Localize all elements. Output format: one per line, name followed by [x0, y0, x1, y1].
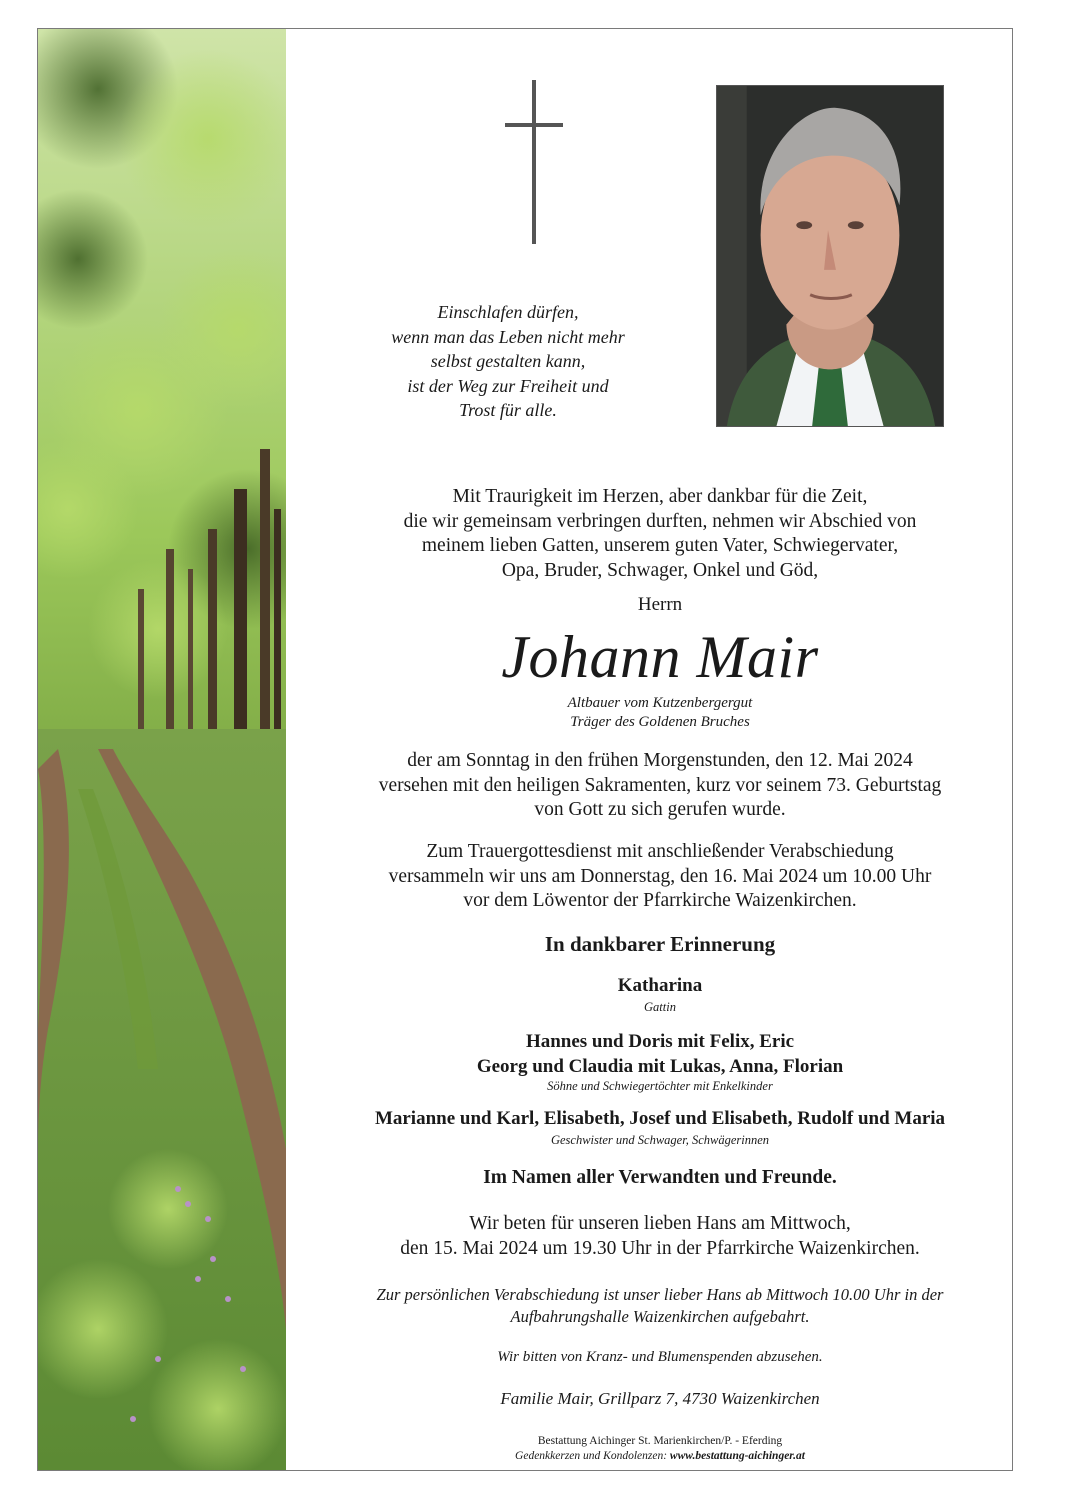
intro-line: Mit Traurigkeit im Herzen, aber dankbar für die Zeit,	[452, 486, 868, 507]
siblings-names: Marianne und Karl, Elisabeth, Josef und Elisabeth, Rudolf und Maria	[374, 1108, 946, 1129]
sons-line: Georg und Claudia mit Lukas, Anna, Florian	[476, 1055, 844, 1077]
forest-path-image	[38, 29, 286, 1470]
cross-icon	[505, 80, 563, 244]
sons-role: Söhne und Schwiegertöchter mit Enkelkinder	[547, 1079, 773, 1093]
memory-heading: In dankbarer Erinnerung	[544, 932, 776, 956]
undertaker-info	[300, 1434, 1020, 1463]
flowers-note: Wir bitten von Kranz- und Blumenspenden abzusehen.	[497, 1349, 823, 1365]
death-line: versehen mit den heiligen Sakramenten, kurz vor seinem 73. Geburtstag	[378, 774, 942, 796]
sons-names	[300, 1030, 1020, 1079]
poem-line: Einschlafen dürfen,	[437, 302, 579, 322]
undertaker-website-link[interactable]: www.bestattung-aichinger.at	[669, 1449, 805, 1462]
salutation: Herrn	[637, 594, 683, 615]
undertaker-name: Bestattung Aichinger St. Marienkirchen/P. - Eferding	[537, 1435, 783, 1447]
condolences-label: Gedenkkerzen und Kondolenzen:	[515, 1449, 670, 1462]
death-text	[300, 749, 1020, 823]
deceased-subtitles	[300, 694, 1020, 731]
intro-line: Opa, Bruder, Schwager, Onkel und Göd,	[501, 559, 819, 581]
service-line: Zum Trauergottesdienst mit anschließender Verabschiedung	[426, 841, 894, 862]
deceased-subtitle: Altbauer vom Kutzenbergergut	[567, 695, 753, 711]
viewing-text	[300, 1284, 1020, 1328]
prayer-text	[300, 1212, 1020, 1261]
sons-line: Hannes und Doris mit Felix, Eric	[525, 1031, 795, 1052]
spouse-name: Katharina	[617, 975, 703, 996]
family-address: Familie Mair, Grillparz 7, 4730 Waizenkirchen	[500, 1389, 820, 1408]
viewing-line: Zur persönlichen Verabschiedung ist unser lieber Hans ab Mittwoch 10.00 Uhr in der	[376, 1285, 944, 1304]
prayer-line: den 15. Mai 2024 um 19.30 Uhr in der Pfarrkirche Waizenkirchen.	[400, 1237, 920, 1259]
poem-line: ist der Weg zur Freiheit und	[407, 375, 609, 396]
prayer-line: Wir beten für unseren lieben Hans am Mittwoch,	[469, 1213, 851, 1234]
service-line: versammeln wir uns am Donnerstag, den 16. Mai 2024 um 10.00 Uhr	[388, 865, 932, 887]
service-line: vor dem Löwentor der Pfarrkirche Waizenkirchen.	[463, 890, 857, 911]
death-line: der am Sonntag in den frühen Morgenstunden, den 12. Mai 2024	[407, 750, 913, 771]
spouse-role: Gattin	[644, 1000, 676, 1014]
intro-text	[300, 485, 1020, 583]
death-line: von Gott zu sich gerufen wurde.	[534, 799, 786, 820]
viewing-line: Aufbahrungshalle Waizenkirchen aufgebahrt.	[510, 1307, 810, 1326]
poem-line: selbst gestalten kann,	[430, 351, 586, 371]
deceased-subtitle: Träger des Goldenen Bruches	[570, 713, 750, 730]
all-relatives: Im Namen aller Verwandten und Freunde.	[483, 1167, 837, 1188]
service-text	[300, 840, 1020, 914]
poem-line: Trost für alle.	[459, 400, 557, 420]
undertaker-condolences	[300, 1449, 1020, 1464]
poem	[330, 300, 686, 423]
poem-line: wenn man das Leben nicht mehr	[391, 326, 625, 347]
portrait-photo	[716, 85, 944, 427]
siblings-role: Geschwister und Schwager, Schwägerinnen	[550, 1133, 770, 1147]
intro-line: meinem lieben Gatten, unserem guten Vater, Schwiegervater,	[421, 535, 899, 556]
deceased-name: Johann Mair	[501, 624, 819, 690]
intro-line: die wir gemeinsam verbringen durften, nehmen wir Abschied von	[403, 510, 917, 532]
